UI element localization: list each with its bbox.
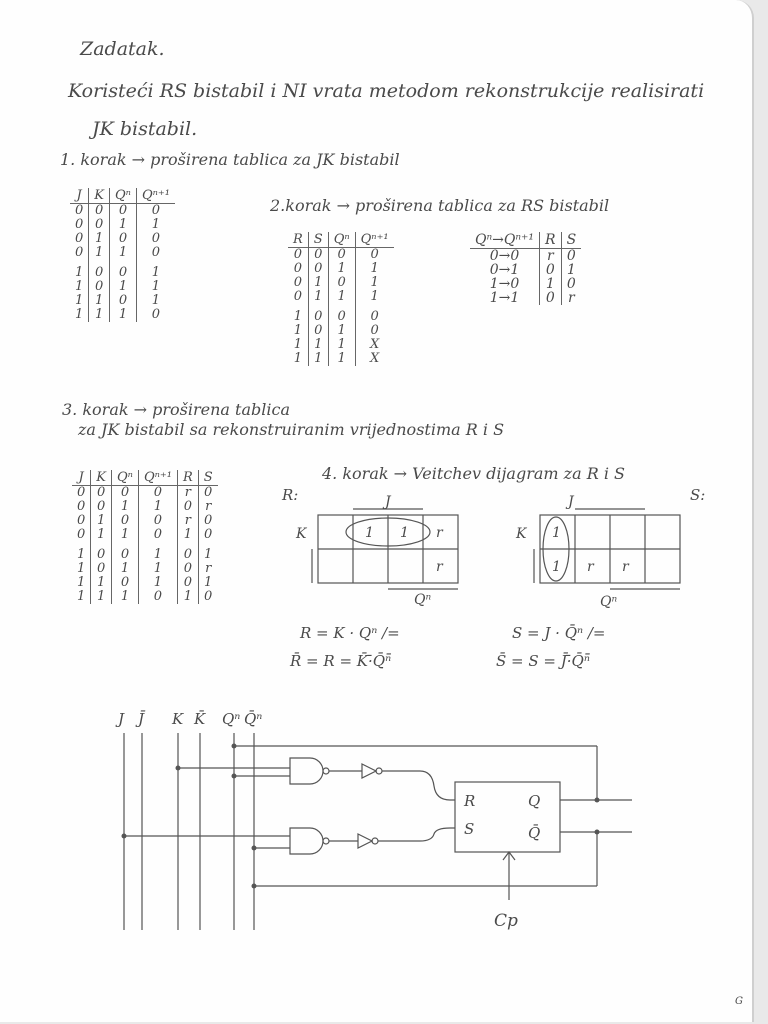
step1-heading: 1. korak → proširena tablica za JK bistabil — [60, 150, 400, 169]
table-cell: 1 — [138, 576, 177, 590]
table-cell: 1 — [75, 279, 84, 294]
step3-heading-2: za JK bistabil sa rekonstruiranim vrijednostima R i S — [78, 420, 505, 439]
col-r: R — [288, 232, 308, 248]
kmap-r-equation: R = K · Qⁿ /= — [300, 624, 400, 642]
nand-gate-2 — [290, 828, 323, 854]
table-cell: 0 — [355, 248, 394, 263]
table-cell: 1 — [308, 352, 328, 366]
table-cell: 1 — [89, 232, 110, 246]
table-cell: 1 — [91, 590, 112, 604]
table-cell: 0→0 — [489, 248, 520, 264]
col-qn: Qⁿ — [110, 188, 137, 204]
kmap-s-equation: S = J · Q̄ⁿ /= — [512, 624, 606, 642]
table-cell: r — [198, 500, 217, 514]
kmap-s-cell: r — [587, 559, 594, 575]
table-cell: 1 — [328, 352, 355, 366]
nand-gate-1 — [290, 758, 323, 784]
table-cell: 1→0 — [489, 276, 520, 292]
table-cell: 1 — [89, 246, 110, 260]
table-cell: 1 — [112, 528, 139, 542]
table-cell: 0 — [198, 486, 217, 501]
table-cell: 0 — [77, 527, 86, 542]
table-cell: 1 — [308, 276, 328, 290]
table-cell: 1 — [293, 323, 303, 338]
table-cell: 0 — [110, 232, 137, 246]
task-line-1: Koristeći RS bistabil i NI vrata metodom rekonstrukcije realisirati — [68, 80, 705, 102]
table-cell: 0 — [112, 486, 139, 501]
table-cell: X — [355, 352, 394, 366]
table-cell: 1 — [110, 280, 137, 294]
table-cell: 0 — [177, 562, 198, 576]
table-cell: r — [177, 514, 198, 528]
table-cell: 1 — [328, 324, 355, 338]
table-cell: 1 — [308, 290, 328, 304]
table-cell: 0 — [177, 576, 198, 590]
table-cell: 1 — [136, 294, 175, 308]
table-cell: 1 — [293, 351, 303, 366]
table-cell: 0 — [177, 500, 198, 514]
kmap-r-name: R: — [282, 486, 299, 504]
ff-qbar-label: Q̄ — [528, 824, 541, 842]
table-cell: 1 — [89, 308, 110, 322]
kmap-s-cell: r — [622, 559, 629, 575]
table-cell: r — [177, 486, 198, 501]
table-cell: 0 — [110, 294, 137, 308]
table-cell: 0 — [561, 249, 581, 264]
step2-heading: 2.korak → proširena tablica za RS bistabil — [270, 196, 610, 215]
task-line-2: JK bistabil. — [92, 118, 198, 140]
col-qn1: Qⁿ⁺¹ — [136, 188, 175, 204]
kmap-r-cell: 1 — [400, 525, 409, 541]
input-qn: Qⁿ — [222, 710, 241, 728]
kmap-s-name: S: — [690, 486, 706, 504]
kmap-r-equation-negated: R̄ = R = K̄·̄Q̄ⁿ̄ — [290, 652, 392, 670]
table-cell: 0 — [89, 204, 110, 219]
table-cell: 1 — [77, 547, 86, 562]
table-cell: 1 — [77, 575, 86, 590]
table-cell: 0 — [138, 514, 177, 528]
table-cell: 0→1 — [489, 262, 520, 278]
ff-q-label: Q — [528, 792, 541, 810]
table-cell: 1 — [328, 338, 355, 352]
kmap-r-left-var: K — [296, 526, 307, 542]
table-cell: 1 — [110, 246, 137, 260]
input-k: K — [172, 710, 184, 728]
table-cell: 1 — [77, 589, 86, 604]
table-cell: 0 — [110, 204, 137, 219]
kmap-s-equation-negated: S̄ = S = J̄·̄Q̄ⁿ̄ — [496, 652, 590, 670]
kmap-r-cell: r — [436, 559, 443, 575]
col-s: S — [561, 232, 581, 249]
table-cell: 0 — [328, 304, 355, 324]
table-cell: 1→1 — [489, 290, 520, 306]
table-cell: 0 — [112, 514, 139, 528]
table-cell: 0 — [198, 528, 217, 542]
table-cell: 1 — [138, 562, 177, 576]
input-k-bar: K̄ — [194, 710, 206, 728]
table-cell: 0 — [355, 324, 394, 338]
table-cell: 0 — [561, 277, 581, 291]
kmap-r-bottom-var: Qⁿ — [414, 592, 432, 608]
table-cell: 0 — [110, 260, 137, 280]
kmap-r-cell: 1 — [365, 525, 374, 541]
table-cell: 0 — [89, 260, 110, 280]
col-s: S — [198, 470, 217, 486]
kmap-r-top-var: J — [385, 494, 391, 510]
kmap-s-cell: 1 — [552, 525, 561, 541]
table-cell: 0 — [540, 263, 562, 277]
table-cell: 1 — [540, 277, 562, 291]
table-cell: 0 — [89, 218, 110, 232]
table-cell: 1 — [91, 576, 112, 590]
page-mark: G — [735, 996, 743, 1007]
table-cell: 1 — [112, 500, 139, 514]
table-cell: 0 — [136, 308, 175, 322]
table-cell: 0 — [328, 248, 355, 263]
ff-r-label: R — [464, 792, 476, 810]
table-cell: 0 — [136, 232, 175, 246]
not-gate-2 — [358, 834, 372, 848]
table-cell: 0 — [91, 500, 112, 514]
table-cell: 0 — [75, 203, 84, 218]
table-cell: 1 — [355, 290, 394, 304]
table-cell: 1 — [293, 337, 303, 352]
table-cell: 0 — [75, 217, 84, 232]
table-cell: 1 — [138, 542, 177, 562]
col-s: S — [308, 232, 328, 248]
kmap-r-cell: r — [436, 525, 443, 541]
table-cell: 1 — [75, 293, 84, 308]
input-j: J — [118, 710, 125, 728]
kmap-s-left-var: K — [516, 526, 527, 542]
step3-heading-1: 3. korak → proširena tablica — [62, 400, 290, 419]
table-cell: 0 — [293, 247, 303, 262]
table-cell: 1 — [136, 218, 175, 232]
table-cell: 0 — [198, 514, 217, 528]
col-j: J — [70, 188, 89, 204]
table-cell: 0 — [308, 304, 328, 324]
table-cell: 0 — [75, 231, 84, 246]
table-cell: 1 — [112, 562, 139, 576]
col-qn1: Qⁿ⁺¹ — [138, 470, 177, 486]
table-cell: 1 — [75, 265, 84, 280]
kmap-s-bottom-var: Qⁿ — [600, 594, 618, 610]
ff-s-label: S — [464, 820, 475, 838]
kmap-s-top-var: J — [568, 494, 574, 510]
table-cell: 1 — [355, 262, 394, 276]
table-cell: 1 — [75, 307, 84, 322]
col-k: K — [89, 188, 110, 204]
table-cell: 0 — [89, 280, 110, 294]
table-cell: 0 — [198, 590, 217, 604]
table-cell: 0 — [540, 291, 562, 305]
table-cell: r — [540, 249, 562, 264]
col-qn: Qⁿ — [112, 470, 139, 486]
col-j: J — [72, 470, 91, 486]
input-qn-bar: Q̄ⁿ — [244, 710, 263, 728]
table-cell: 0 — [328, 276, 355, 290]
table-cell: 0 — [138, 590, 177, 604]
table-cell: 0 — [112, 542, 139, 562]
table-cell: 1 — [328, 290, 355, 304]
col-r: R — [540, 232, 562, 249]
table-cell: 0 — [91, 562, 112, 576]
jk-circuit — [124, 733, 632, 930]
table-cell: 0 — [293, 261, 303, 276]
table-cell: 0 — [293, 289, 303, 304]
table-cell: 1 — [91, 514, 112, 528]
not-gate-1 — [362, 764, 376, 778]
clock-label: Cp — [494, 911, 518, 931]
table-cell: 1 — [293, 309, 303, 324]
table-cell: 1 — [198, 576, 217, 590]
table-cell: 1 — [110, 218, 137, 232]
table-cell: 0 — [177, 542, 198, 562]
table-cell: 0 — [355, 304, 394, 324]
input-j-bar: J̄ — [138, 710, 145, 728]
table-cell: 0 — [77, 499, 86, 514]
table-cell: 0 — [112, 576, 139, 590]
table-cell: 0 — [308, 262, 328, 276]
table-cell: 0 — [138, 528, 177, 542]
table-cell: r — [198, 562, 217, 576]
table-cell: r — [561, 291, 581, 305]
table-cell: 1 — [328, 262, 355, 276]
col-transition: Qⁿ→Qⁿ⁺¹ — [470, 232, 540, 249]
col-k: K — [91, 470, 112, 486]
table-cell: X — [355, 338, 394, 352]
table-cell: 0 — [77, 513, 86, 528]
table-cell: 0 — [138, 486, 177, 501]
title: Zadatak. — [80, 38, 165, 60]
table-cell: 1 — [355, 276, 394, 290]
table-cell: 1 — [177, 528, 198, 542]
table-cell: 0 — [136, 204, 175, 219]
table-cell: 1 — [112, 590, 139, 604]
table-cell: 1 — [110, 308, 137, 322]
table-cell: 1 — [136, 280, 175, 294]
col-r: R — [177, 470, 198, 486]
table-cell: 1 — [561, 263, 581, 277]
kmap-s-cell: 1 — [552, 559, 561, 575]
col-qn: Qⁿ — [328, 232, 355, 248]
table-cell: 1 — [198, 542, 217, 562]
table-cell: 1 — [308, 338, 328, 352]
table-cell: 0 — [293, 275, 303, 290]
step4-heading: 4. korak → Veitchev dijagram za R i S — [322, 464, 625, 483]
table-cell: 0 — [308, 324, 328, 338]
table-cell: 0 — [136, 246, 175, 260]
table-cell: 0 — [91, 542, 112, 562]
table-cell: 1 — [89, 294, 110, 308]
table-cell: 1 — [77, 561, 86, 576]
table-cell: 0 — [75, 245, 84, 260]
table-cell: 0 — [77, 485, 86, 500]
col-qn1: Qⁿ⁺¹ — [355, 232, 394, 248]
table-cell: 1 — [91, 528, 112, 542]
table-cell: 0 — [308, 248, 328, 263]
table-cell: 1 — [136, 260, 175, 280]
table-cell: 0 — [91, 486, 112, 501]
table-cell: 1 — [177, 590, 198, 604]
table-cell: 1 — [138, 500, 177, 514]
